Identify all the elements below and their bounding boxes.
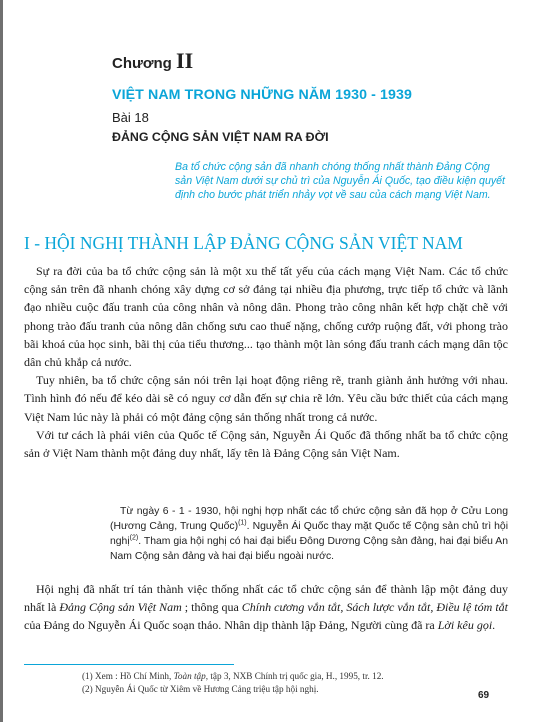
text-run: . [492,618,496,633]
quote-text [110,504,508,564]
footnotes [82,670,482,695]
quote-part: . Tham gia hội nghị có hai đại biểu Đông Dương Cộng sản đảng, hai đại biểu An Nam Cộng sản đảng và hai đại biểu ngoài nước. [110,536,508,562]
lesson-number: Bài 18 [112,110,149,125]
text-run: Hội nghị đã nhất trí tán thành việc thống nhất các tổ chức cộng sản để thành lập một đảng duy nhất là [24,582,508,615]
text-run: của Đảng do Nguyễn Ái Quốc soạn thảo. Nhân dịp thành lập Đảng, Người cùng đã ra [24,618,438,633]
quote-part: Từ ngày 6 - 1 - 1930, hội nghị hợp nhất các tổ chức cộng sản đã họp ở Cửu Long (Hương Cảng, Trung Quốc) [110,506,508,532]
body-text-bottom [24,580,508,635]
paragraph-4 [24,580,508,635]
paragraph-2: Tuy nhiên, ba tổ chức cộng sản nói trên lại hoạt động riêng rẽ, tranh giành ảnh hưởng với nhau. Tình hình đó nếu để kéo dài sẽ có nguy cơ dẫn đến sự chia rẽ lớn. Yêu cầu bức thiết của cách mạng Việt Nam lúc này là phải có một đảng cộng sản thống nhất trong cả nước. [24,373,508,424]
footnote-divider [24,664,234,665]
chapter-numeral: II [176,48,194,73]
chapter-label: Chương [112,55,172,72]
footnote-ref-2[interactable]: (2) [129,534,139,542]
text-run-italic: Lời kêu gọi [437,618,493,633]
paragraph-3: Với tư cách là phái viên của Quốc tế Cộng sản, Nguyễn Ái Quốc đã thống nhất ba tổ chức cộng sản ở Việt Nam thành một đảng duy nhất, lấy tên là Đảng Cộng sản Việt Nam. [24,427,508,461]
footnote-1 [82,670,482,683]
unit-title: VIỆT NAM TRONG NHỮNG NĂM 1930 - 1939 [112,87,412,103]
text-run: , tập 3, NXB Chính trị quốc gia, H., 1995, tr. 12. [205,671,384,681]
text-run-italic: Toàn tập [173,671,206,681]
section-heading: I - HỘI NGHỊ THÀNH LẬP ĐẢNG CỘNG SẢN VIỆT NAM [24,233,463,253]
footnote-2: (2) Nguyễn Ái Quốc từ Xiêm về Hương Cảng triệu tập hội nghị. [82,683,319,694]
body-text-top [24,262,508,462]
lesson-title: ĐẢNG CỘNG SẢN VIỆT NAM RA ĐỜI [112,130,329,144]
lesson-intro: Ba tổ chức cộng sản đã nhanh chóng thống nhất thành Đảng Cộng sản Việt Nam dưới sự chủ trì của Nguyễn Ái Quốc, tạo điều kiện quyết định cho bước phát triển nhảy vọt về sau của cách mạng Việt Nam. [175,161,505,201]
quote-part: . Nguyễn Ái Quốc thay mặt Quốc tế Cộng sản chủ trì hội nghị [110,521,508,547]
paragraph-1: Sự ra đời của ba tổ chức cộng sản là một xu thế tất yếu của cách mạng Việt Nam. Các tổ chức cộng sản trên đã nhanh chóng xây dựng cơ sở đảng tại nhiều địa phương, trực tiếp tổ chức và lãnh đạo nhiều cuộc đấu tranh của công nhân và nông dân. Phong trào công nhân kết hợp chặt chẽ với phong trào đấu tranh của nông dân chống sưu cao thuế nặng, chống cướp ruộng đất, với phong trào bãi khoá của học sinh, bãi thị của tiểu thương... tạo thành một làn sóng đấu tranh cách mạng dân tộc dân chủ khắp cả nước. [24,264,508,370]
page-number: 69 [478,690,490,701]
text-run-italic: Đảng Cộng sản Việt Nam [59,600,182,615]
text-run-italic: Chính cương vắn tắt, Sách lược vắn tắt, Điều lệ tóm tắt [241,600,508,615]
footnote-ref-1[interactable]: (1) [238,519,247,527]
chapter-heading [112,48,193,74]
text-run: ; thông qua [181,600,242,615]
text-run: (1) Xem : Hồ Chí Minh, [82,671,174,681]
quote-block [110,504,508,564]
page-left-border [0,0,3,722]
